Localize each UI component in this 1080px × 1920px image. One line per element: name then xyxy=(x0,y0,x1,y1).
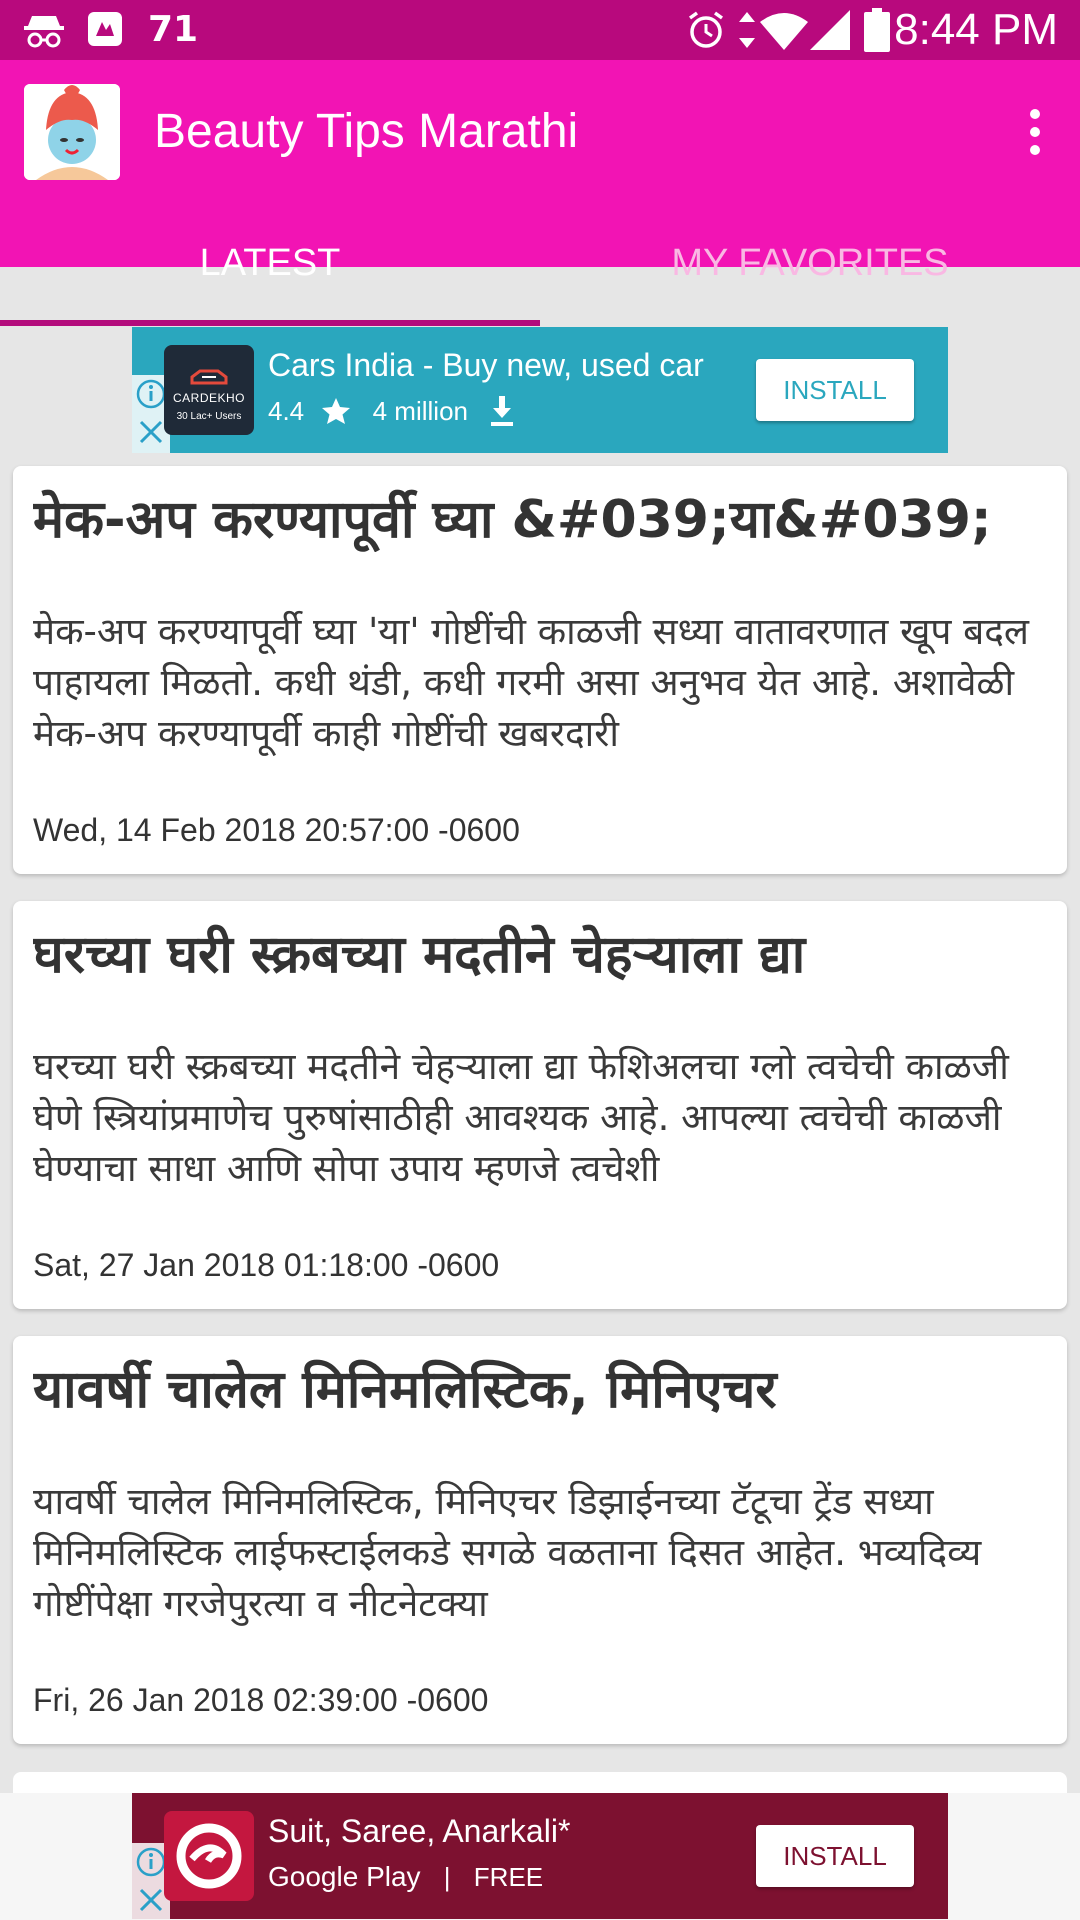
article-excerpt: यावर्षी चालेल मिनिमलिस्टिक, मिनिएचर डिझाईनच्या टॅटूचा ट्रेंड सध्या मिनिमलिस्टिक लाईफस्टाईलकडे सगळे वळताना दिसत आहेत. भव्यदिव्य गोष्टींपेक्षा गरजेपुरत्या व नीटनेटक्या xyxy=(33,1480,982,1625)
beauty-face-icon xyxy=(24,84,120,180)
article-card[interactable] xyxy=(13,466,1067,874)
tab-indicator xyxy=(0,320,540,326)
app-logo xyxy=(24,84,120,180)
ad-downloads: 4 million xyxy=(372,396,468,426)
car-icon xyxy=(186,369,232,387)
battery-icon xyxy=(864,8,890,52)
close-ad-icon[interactable] xyxy=(138,1887,164,1913)
alarm-icon xyxy=(686,10,726,50)
article-date: Sat, 27 Jan 2018 01:18:00 -0600 xyxy=(33,1247,500,1283)
app-title: Beauty Tips Marathi xyxy=(154,105,579,158)
ad-rating: 4.4 xyxy=(268,396,305,426)
article-excerpt: घरच्या घरी स्क्रबच्या मदतीने चेहऱ्याला द्या फेशिअलचा ग्लो त्वचेची काळजी घेणे स्त्रियांप्रमाणेच पुरुषांसाठीही आवश्यक आहे. आपल्या त्वचेची काळजी घेण्याचा साधा आणि सोपा उपाय म्हणजे त्वचेशी xyxy=(33,1045,1009,1190)
ad-title: Suit, Saree, Anarkali* xyxy=(268,1813,571,1849)
data-transfer-icon xyxy=(738,12,756,48)
advertiser-tagline: 30 Lac+ Users xyxy=(176,411,242,422)
wifi-icon xyxy=(760,12,808,50)
download-icon xyxy=(489,396,515,426)
ad-title: Cars India - Buy new, used car xyxy=(268,347,704,383)
article-card[interactable] xyxy=(13,1336,1067,1744)
tab-my-favorites-label: MY FAVORITES xyxy=(671,242,949,284)
ad-banner-top[interactable] xyxy=(132,327,948,453)
article-title: घरच्या घरी स्क्रबच्या मदतीने चेहऱ्याला द्या xyxy=(33,925,806,985)
cell-signal-icon xyxy=(810,10,850,50)
article-date: Wed, 14 Feb 2018 20:57:00 -0600 xyxy=(33,812,520,848)
tab-latest[interactable] xyxy=(0,233,540,293)
article-card[interactable] xyxy=(13,901,1067,1309)
ad-meta xyxy=(268,393,515,429)
tab-my-favorites[interactable] xyxy=(540,233,1080,293)
info-icon[interactable] xyxy=(136,1847,166,1877)
ad-install-button[interactable] xyxy=(756,359,914,421)
ad-price: FREE xyxy=(473,1862,544,1892)
advertiser-logo xyxy=(164,1811,254,1901)
clock: 8:44 PM xyxy=(894,5,1058,54)
ad-store: Google Play xyxy=(268,1861,421,1892)
article-date: Fri, 26 Jan 2018 02:39:00 -0600 xyxy=(33,1682,489,1718)
battery-percent: 71 xyxy=(148,9,199,50)
ad-banner-bottom[interactable] xyxy=(132,1793,948,1919)
close-ad-icon[interactable] xyxy=(138,419,164,445)
ad-install-button[interactable] xyxy=(756,1825,914,1887)
photo-app-icon xyxy=(88,12,122,46)
tab-latest-label: LATEST xyxy=(199,242,341,284)
ad-install-label: INSTALL xyxy=(783,374,887,405)
info-icon[interactable] xyxy=(136,379,166,409)
article-title: यावर्षी चालेल मिनिमलिस्टिक, मिनिएचर xyxy=(33,1360,777,1420)
advertiser-name: CARDEKHO xyxy=(172,391,245,405)
brand-swirl-icon xyxy=(164,1811,254,1901)
meta-divider: | xyxy=(443,1862,451,1892)
incognito-icon xyxy=(24,12,64,48)
article-excerpt: मेक-अप करण्यापूर्वी घ्या 'या' गोष्टींची काळजी सध्या वातावरणात खूप बदल पाहायला मिळतो. कधी थंडी, कधी गरमी असा अनुभव येत आहे. अशावेळी मेक-अप करण्यापूर्वी काही गोष्टींची खबरदारी xyxy=(33,610,1029,755)
ad-install-label: INSTALL xyxy=(783,1840,887,1871)
ad-meta xyxy=(268,1859,543,1895)
advertiser-logo xyxy=(164,345,254,435)
status-bar xyxy=(0,0,1080,60)
more-options-icon[interactable] xyxy=(1028,108,1042,156)
article-title: मेक-अप करण्यापूर्वी घ्या &#039;या&#039; xyxy=(33,490,992,550)
star-icon xyxy=(321,397,351,425)
